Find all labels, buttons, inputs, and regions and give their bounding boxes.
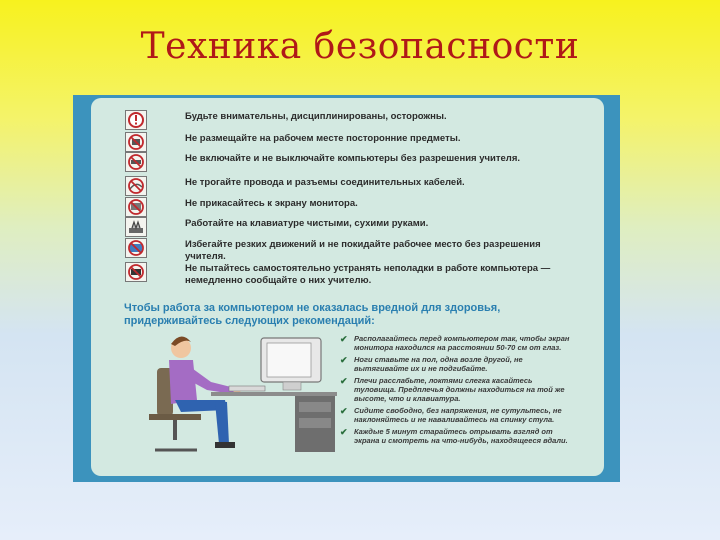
rule-item [125, 238, 575, 264]
no-objects-icon [125, 132, 147, 152]
recommendations-heading: Чтобы работа за компьютером не оказалась вредной для здоровья, придерживайтесь следующих рекомендаций: [124, 302, 501, 327]
check-icon: ✔ [340, 427, 348, 437]
rule-text: Не размещайте на рабочем месте посторонние предметы. [185, 133, 461, 144]
check-icon: ✔ [340, 406, 348, 416]
warning-icon [125, 110, 147, 130]
rule-text: Будьте внимательны, дисциплинированы, осторожны. [185, 111, 447, 122]
rule-text: Избегайте резких движений и не покидайте рабочее место без разрешения учителя. [185, 239, 541, 262]
no-sudden-movement-icon [125, 238, 147, 258]
rule-item [125, 132, 575, 154]
rule-item [125, 176, 575, 198]
recommendation-text: Располагайтесь перед компьютером так, чтобы экран монитора находился на расстоянии 50-70 см от глаз. [354, 334, 570, 352]
rule-text: Работайте на клавиатуре чистыми, сухими руками. [185, 218, 429, 229]
recommendation-text: Плечи расслабьте, локтями слегка касайтесь туловища. Предплечья должны находиться на той же высоте, что и клавиатура. [354, 376, 565, 403]
check-icon: ✔ [340, 334, 348, 344]
rule-item [125, 262, 575, 300]
rule-text: Не прикасайтесь к экрану монитора. [185, 198, 358, 209]
check-icon: ✔ [340, 355, 348, 365]
no-power-switch-icon [125, 152, 147, 172]
no-self-repair-icon [125, 262, 147, 282]
list-item [340, 355, 575, 373]
rule-item [125, 197, 575, 219]
clean-hands-icon [125, 217, 147, 237]
no-screen-touch-icon [125, 197, 147, 217]
rule-text: Не включайте и не выключайте компьютеры без разрешения учителя. [185, 153, 521, 164]
no-cable-touch-icon [125, 176, 147, 196]
recommendations-list [340, 334, 575, 448]
recommendation-text: Сидите свободно, без напряжения, не сутультесь, не наклоняйтесь и не наваливайтесь на спинку стула. [354, 406, 562, 424]
rule-item [125, 110, 575, 132]
slide-title: Техника безопасности [140, 26, 580, 67]
list-item [340, 376, 575, 403]
list-item [340, 334, 575, 352]
rule-item [125, 217, 575, 239]
rule-text: Не трогайте провода и разъемы соединительных кабелей. [185, 177, 465, 188]
list-item [340, 427, 575, 445]
rule-text: Не пытайтесь самостоятельно устранять неполадки в работе компьютера — немедленно сообщайте о них учителю. [185, 263, 551, 286]
recommendation-text: Каждые 5 минут старайтесь отрывать взгляд от экрана и смотреть на что-нибудь, находящееся вдали. [354, 427, 568, 445]
workstation-illustration [145, 326, 340, 456]
recommendation-text: Ноги ставьте на пол, одна возле другой, не вытягивайте их и не подгибайте. [354, 355, 523, 373]
check-icon: ✔ [340, 376, 348, 386]
list-item [340, 406, 575, 424]
